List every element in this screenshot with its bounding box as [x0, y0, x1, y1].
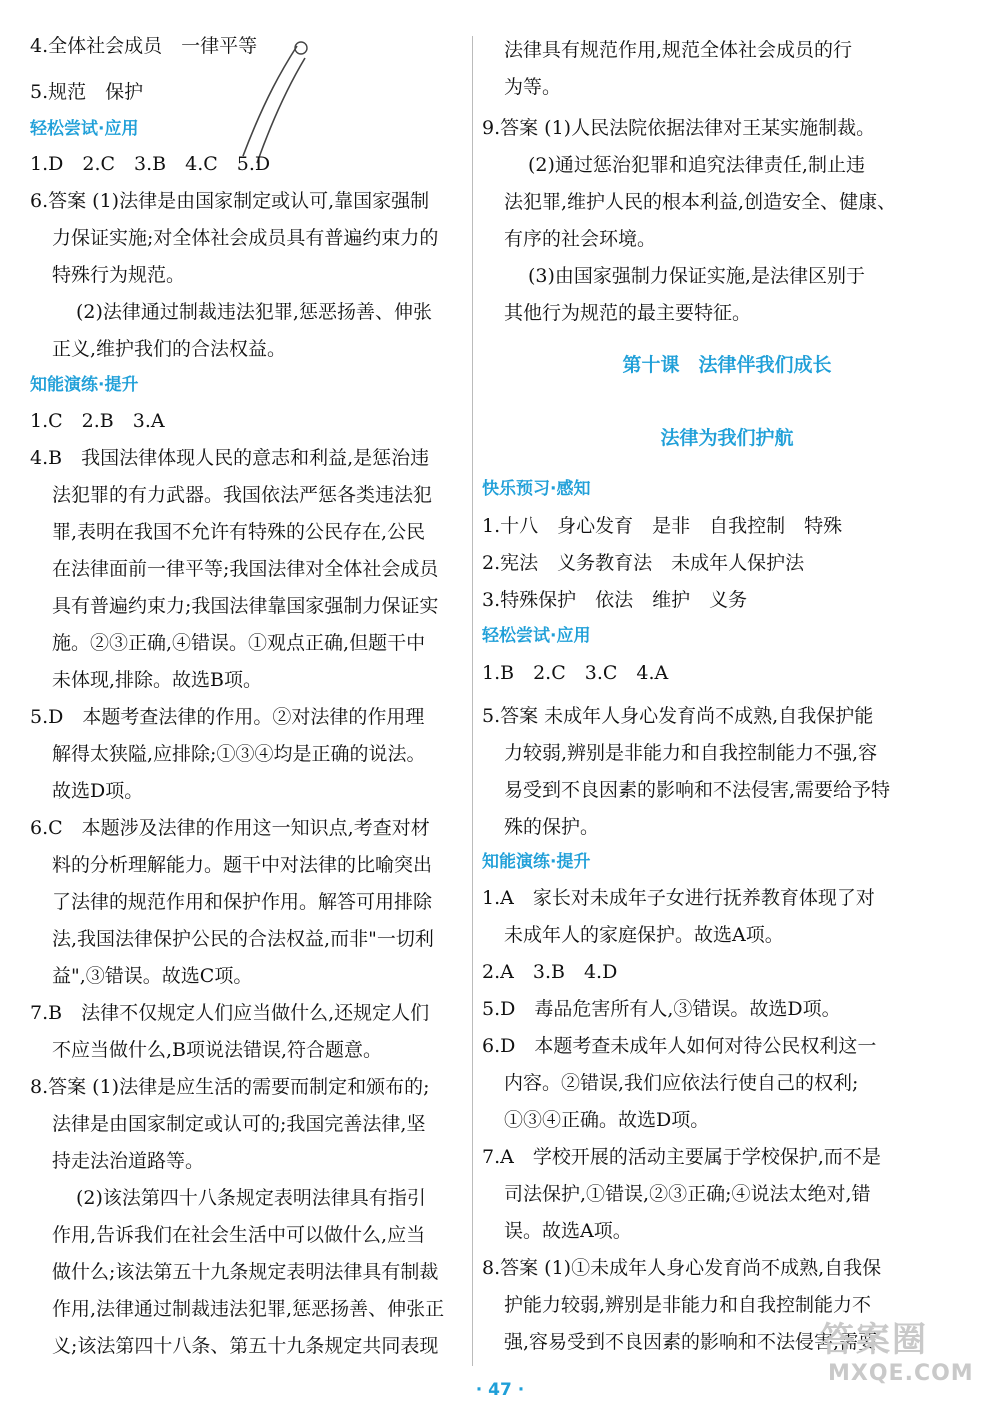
column-divider: [472, 36, 473, 1366]
answer-line: 了法律的规范作用和保护作用。解答可用排除: [52, 891, 433, 913]
answer-line: 1.A 家长对未成年子女进行抚养教育体现了对: [482, 887, 875, 909]
answer-line: 7.A 学校开展的活动主要属于学校保护,而不是: [482, 1146, 881, 1168]
answer-line: 作用,法律通过制裁违法犯罪,惩恶扬善、伸张正: [52, 1298, 445, 1320]
answer-line: 易受到不良因素的影响和不法侵害,需要给予特: [504, 779, 891, 801]
lesson-subtitle: 法律为我们护航: [660, 427, 794, 449]
answer-line: (2)通过惩治犯罪和追究法律责任,制止违: [528, 154, 865, 176]
answer-line: 7.B 法律不仅规定人们应当做什么,还规定人们: [30, 1002, 430, 1024]
answer-line: 5.规范 保护: [30, 81, 144, 103]
answer-line: 不应当做什么,B项说法错误,符合题意。: [52, 1039, 383, 1061]
section-heading: 轻松尝试·应用: [482, 626, 591, 646]
answer-line: 8.答案 (1)法律是应生活的需要而制定和颁布的;: [30, 1076, 430, 1098]
answer-line: 1.C 2.B 3.A: [30, 410, 165, 432]
answer-line: 未体现,排除。故选B项。: [52, 669, 263, 691]
answer-line: 法,我国法律保护公民的合法权益,而非"一切利: [52, 928, 434, 950]
answer-line: 法律具有规范作用,规范全体社会成员的行: [504, 39, 853, 61]
answer-line: 5.D 本题考查法律的作用。②对法律的作用理: [30, 706, 425, 728]
answer-line: 持走法治道路等。: [52, 1150, 205, 1172]
answer-line: 护能力较弱,辨别是非能力和自我控制能力不: [504, 1294, 872, 1316]
answer-line: 3.特殊保护 依法 维护 义务: [482, 589, 748, 611]
section-heading: 轻松尝试·应用: [30, 119, 139, 139]
answer-line: 其他行为规范的最主要特征。: [504, 302, 752, 324]
answer-line: 特殊行为规范。: [52, 264, 186, 286]
answer-line: 5.答案 未成年人身心发育尚不成熟,自我保护能: [482, 705, 874, 727]
answer-line: 5.D 毒品危害所有人,③错误。故选D项。: [482, 998, 841, 1020]
answer-line: 法犯罪的有力武器。我国依法严惩各类违法犯: [52, 484, 433, 506]
answer-line: 内容。②错误,我们应依法行使自己的权利;: [504, 1072, 859, 1094]
answer-line: 4.全体社会成员 一律平等: [30, 35, 258, 57]
answer-line: 做什么;该法第五十九条规定表明法律具有制裁: [52, 1261, 439, 1283]
watermark-logo: [820, 1320, 995, 1408]
answer-line: 4.B 我国法律体现人民的意志和利益,是惩治违: [30, 447, 430, 469]
section-heading: 知能演练·提升: [482, 852, 591, 872]
answer-line: 误。故选A项。: [504, 1220, 632, 1242]
answer-line: 2.A 3.B 4.D: [482, 961, 618, 983]
answer-line: 力较弱,辨别是非能力和自我控制能力不强,容: [504, 742, 878, 764]
answer-line: 料的分析理解能力。题干中对法律的比喻突出: [52, 854, 433, 876]
answer-line: 法律是由国家制定或认可的;我国完善法律,坚: [52, 1113, 426, 1135]
answer-line: 施。②③正确,④错误。①观点正确,但题干中: [52, 632, 426, 654]
answer-line: (3)由国家强制力保证实施,是法律区别于: [528, 265, 865, 287]
answer-line: 为等。: [504, 76, 562, 98]
watermark-text: 答案圈: [820, 1320, 928, 1360]
answer-line: 8.答案 (1)①未成年人身心发育尚不成熟,自我保: [482, 1257, 882, 1279]
answer-line: 在法律面前一律平等;我国法律对全体社会成员: [52, 558, 439, 580]
answer-line: 未成年人的家庭保护。故选A项。: [504, 924, 784, 946]
answer-line: 1.D 2.C 3.B 4.C 5.D: [30, 153, 271, 175]
answer-line: 故选D项。: [52, 780, 144, 802]
answer-line: 1.十八 身心发育 是非 自我控制 特殊: [482, 515, 843, 537]
answer-line: (2)该法第四十八条规定表明法律具有指引: [76, 1187, 426, 1209]
answer-line: 解得太狭隘,应排除;①③④均是正确的说法。: [52, 743, 426, 765]
answer-line: 强,容易受到不良因素的影响和不法侵害,需要: [504, 1331, 878, 1353]
page-number: · 47 ·: [475, 1380, 525, 1400]
answer-line: 殊的保护。: [504, 816, 600, 838]
answer-line: 司法保护,①错误,②③正确;④说法太绝对,错: [504, 1183, 871, 1205]
answer-line: 2.宪法 义务教育法 未成年人保护法: [482, 552, 805, 574]
answer-line: 作用,告诉我们在社会生活中可以做什么,应当: [52, 1224, 426, 1246]
answer-line: 罪,表明在我国不允许有特殊的公民存在,公民: [52, 521, 426, 543]
answer-line: (2)法律通过制裁违法犯罪,惩恶扬善、伸张: [76, 301, 432, 323]
answer-line: 力保证实施;对全体社会成员具有普遍约束力的: [52, 227, 439, 249]
answer-line: 1.B 2.C 3.C 4.A: [482, 662, 669, 684]
answer-line: 法犯罪,维护人民的根本利益,创造安全、健康、: [504, 191, 897, 213]
answer-line: ①③④正确。故选D项。: [504, 1109, 710, 1131]
section-heading: 快乐预习·感知: [482, 479, 591, 499]
answer-line: 6.D 本题考查未成年人如何对待公民权利这一: [482, 1035, 877, 1057]
answer-line: 义;该法第四十八条、第五十九条规定共同表现: [52, 1335, 439, 1357]
section-heading: 知能演练·提升: [30, 375, 139, 395]
answer-line: 益",③错误。故选C项。: [52, 965, 253, 987]
watermark-url: MXQE.COM: [828, 1361, 974, 1386]
answer-line: 有序的社会环境。: [504, 228, 657, 250]
answer-line: 6.答案 (1)法律是由国家制定或认可,靠国家强制: [30, 190, 430, 212]
answer-line: 6.C 本题涉及法律的作用这一知识点,考查对材: [30, 817, 430, 839]
answer-line: 9.答案 (1)人民法院依据法律对王某实施制裁。: [482, 117, 876, 139]
lesson-title: 第十课 法律伴我们成长: [622, 354, 832, 376]
answer-line: 正义,维护我们的合法权益。: [52, 338, 287, 360]
answer-line: 具有普遍约束力;我国法律靠国家强制力保证实: [52, 595, 439, 617]
